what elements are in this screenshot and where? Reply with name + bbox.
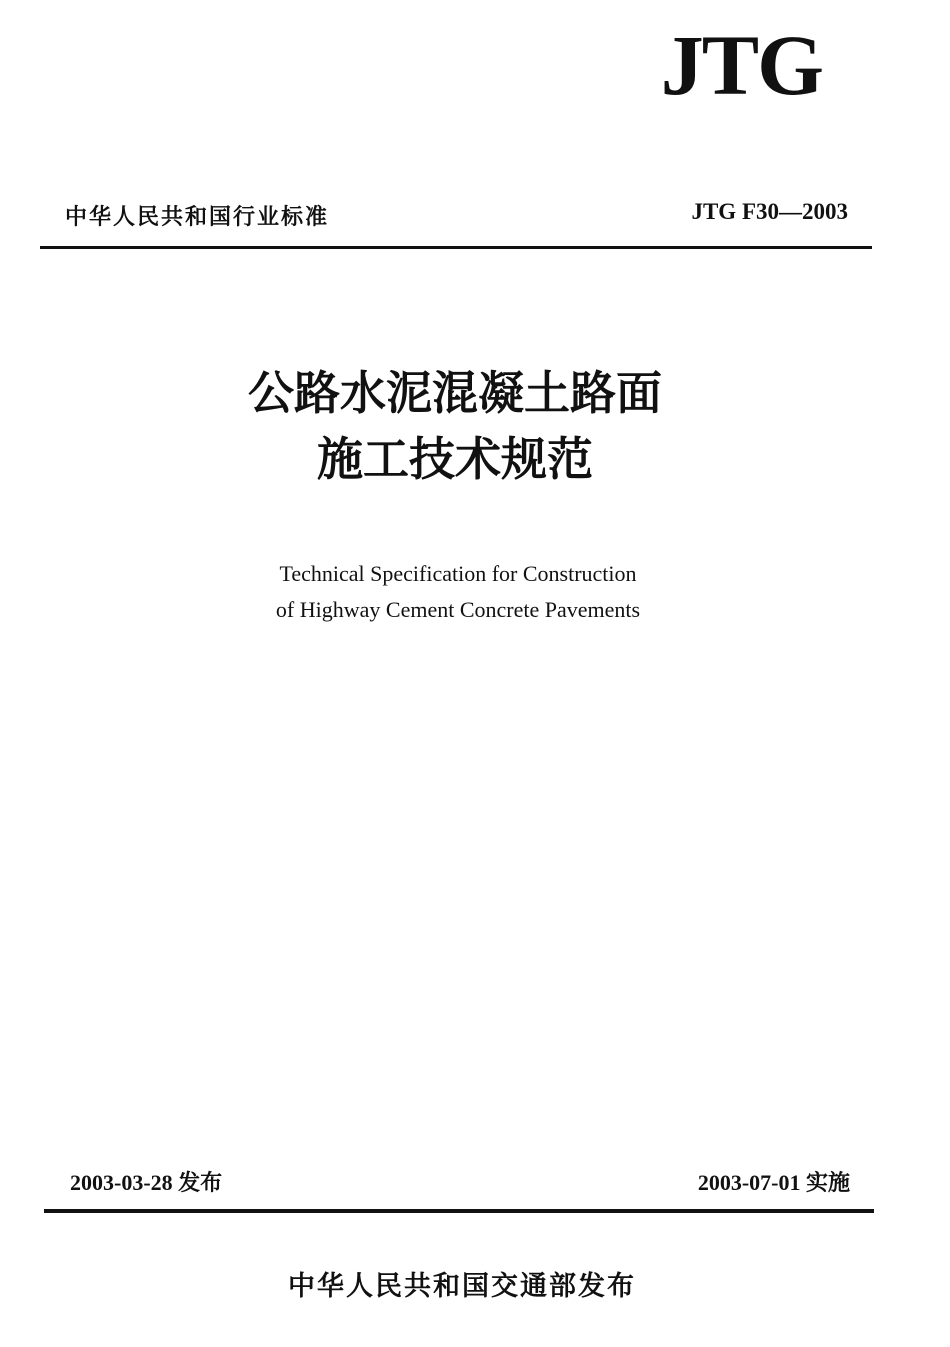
implementation-date: 2003-07-01 实施	[697, 1170, 850, 1195]
english-title-line-2: of Highway Cement Concrete Pavements	[275, 597, 641, 622]
standard-category: 中华人民共和国行业标准	[65, 205, 330, 230]
chinese-title-line-1: 公路水泥混凝土路面	[248, 366, 662, 420]
standard-number: JTG F30—2003	[691, 199, 848, 224]
english-title-line-1: Technical Specification for Construction	[279, 561, 637, 586]
chinese-title-line-2: 施工技术规范	[317, 432, 593, 486]
issue-date: 2003-03-28 发布	[70, 1170, 223, 1195]
english-title	[0, 556, 916, 628]
jtg-logo: JTG	[660, 17, 822, 113]
header-divider	[40, 246, 872, 249]
footer-divider	[44, 1209, 874, 1213]
publisher: 中华人民共和国交通部发布	[288, 1271, 636, 1302]
chinese-title	[0, 360, 910, 492]
